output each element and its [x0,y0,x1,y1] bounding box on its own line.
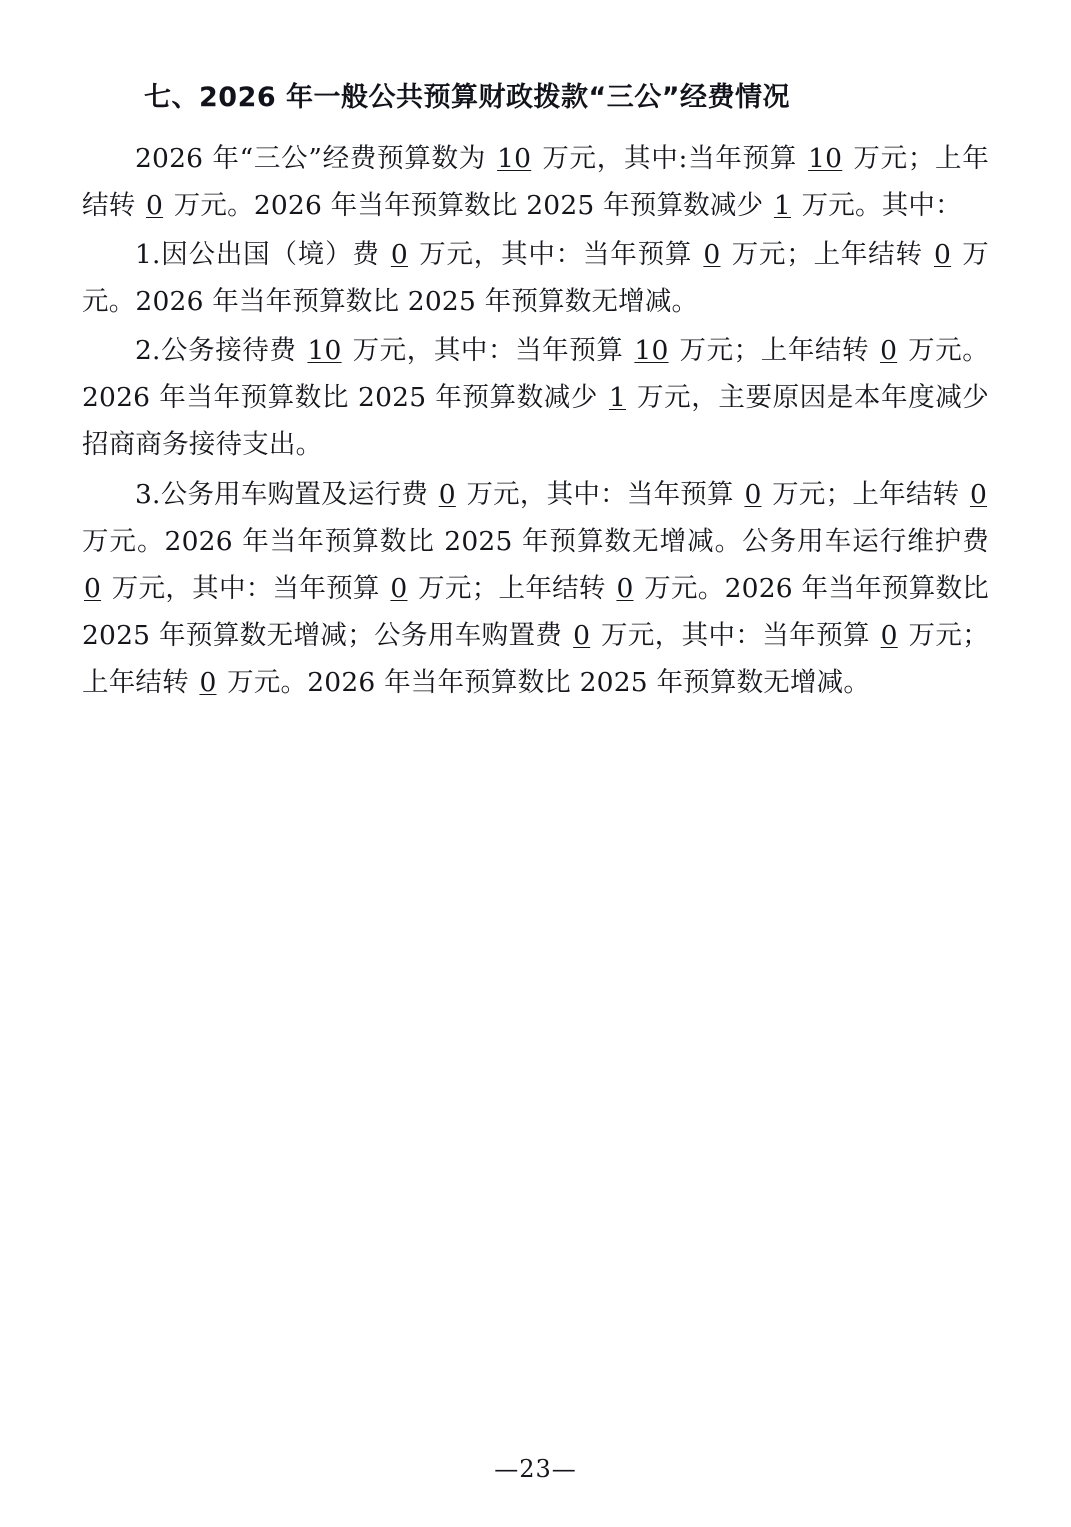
underlined-value: 0 [390,238,408,270]
text-run: 万元，其中：当年预算 [409,238,702,270]
text-run: 万元；上年结转 [82,620,989,699]
text-run: 万元。2026 年当年预算数比 2025 年预算数减少 [82,335,989,414]
text-run: 万元；上年结转 [82,142,989,221]
underlined-value: 0 [744,478,762,510]
underlined-value: 1 [773,189,791,221]
underlined-value: 0 [199,667,217,699]
paragraph-item-official-vehicles [82,471,989,707]
text-run: 万元；上年结转 [763,478,968,510]
text-run: 万元。2026 年当年预算数比 2025 年预算数减少 [165,189,772,221]
text-run: 万元，其中：当年预算 [343,335,633,367]
text-run: 万元。2026 年当年预算数比 2025 年预算数无增减。 [218,667,871,699]
underlined-value: 0 [616,572,634,604]
text-run: 万元。其中： [792,189,962,221]
underlined-value: 0 [390,572,408,604]
paragraph-item-abroad-travel [82,231,989,325]
underlined-value: 10 [497,142,532,174]
page-number: —23— [494,1455,577,1483]
text-run: 万元。2026 年当年预算数比 2025 年预算数无增减。 [82,238,990,317]
page-title: 七、2026 年一般公共预算财政拨款“三公”经费情况 [144,82,791,113]
underlined-value: 0 [146,189,164,221]
text-run: 万元，其中：当年预算 [457,478,743,510]
text-run: 万元，其中：当年预算 [103,572,389,604]
paragraph-overview [82,135,989,229]
text-run: 2.公务接待费 [135,335,306,367]
text-run: 万元，其中：当年预算 [592,620,879,652]
underlined-value: 0 [438,478,456,510]
paragraph-item-official-reception [82,327,989,468]
text-run: 万元；上年结转 [722,238,933,270]
underlined-value: 10 [307,335,342,367]
text-run: 万元。2026 年当年预算数比 2025 年预算数无增减；公务用车购置费 [82,572,989,652]
text-run: 万元，主要原因是本年度减少招商商务接待支出。 [82,382,989,461]
underlined-value: 0 [573,620,591,652]
text-run: 1.因公出国（境）费 [135,238,389,270]
text-run: 万元；上年结转 [409,572,615,604]
underlined-value: 0 [703,238,721,270]
underlined-value: 10 [808,142,843,174]
text-run: 万元，其中:当年预算 [533,142,807,174]
heading-spacer [82,125,989,135]
text-run: 3.公务用车购置及运行费 [135,478,437,510]
underlined-value: 0 [84,572,102,604]
underlined-value: 0 [969,478,988,510]
text-run: 万元；上年结转 [670,335,879,367]
text-run: 万元。2026 年当年预算数比 2025 年预算数无增减。公务用车运行维护费 [82,525,989,557]
underlined-value: 0 [880,620,898,652]
underlined-value: 10 [634,335,669,367]
underlined-value: 0 [880,335,898,367]
text-run: 2026 年“三公”经费预算数为 [135,142,496,174]
underlined-value: 0 [934,238,952,270]
underlined-value: 1 [608,382,627,414]
